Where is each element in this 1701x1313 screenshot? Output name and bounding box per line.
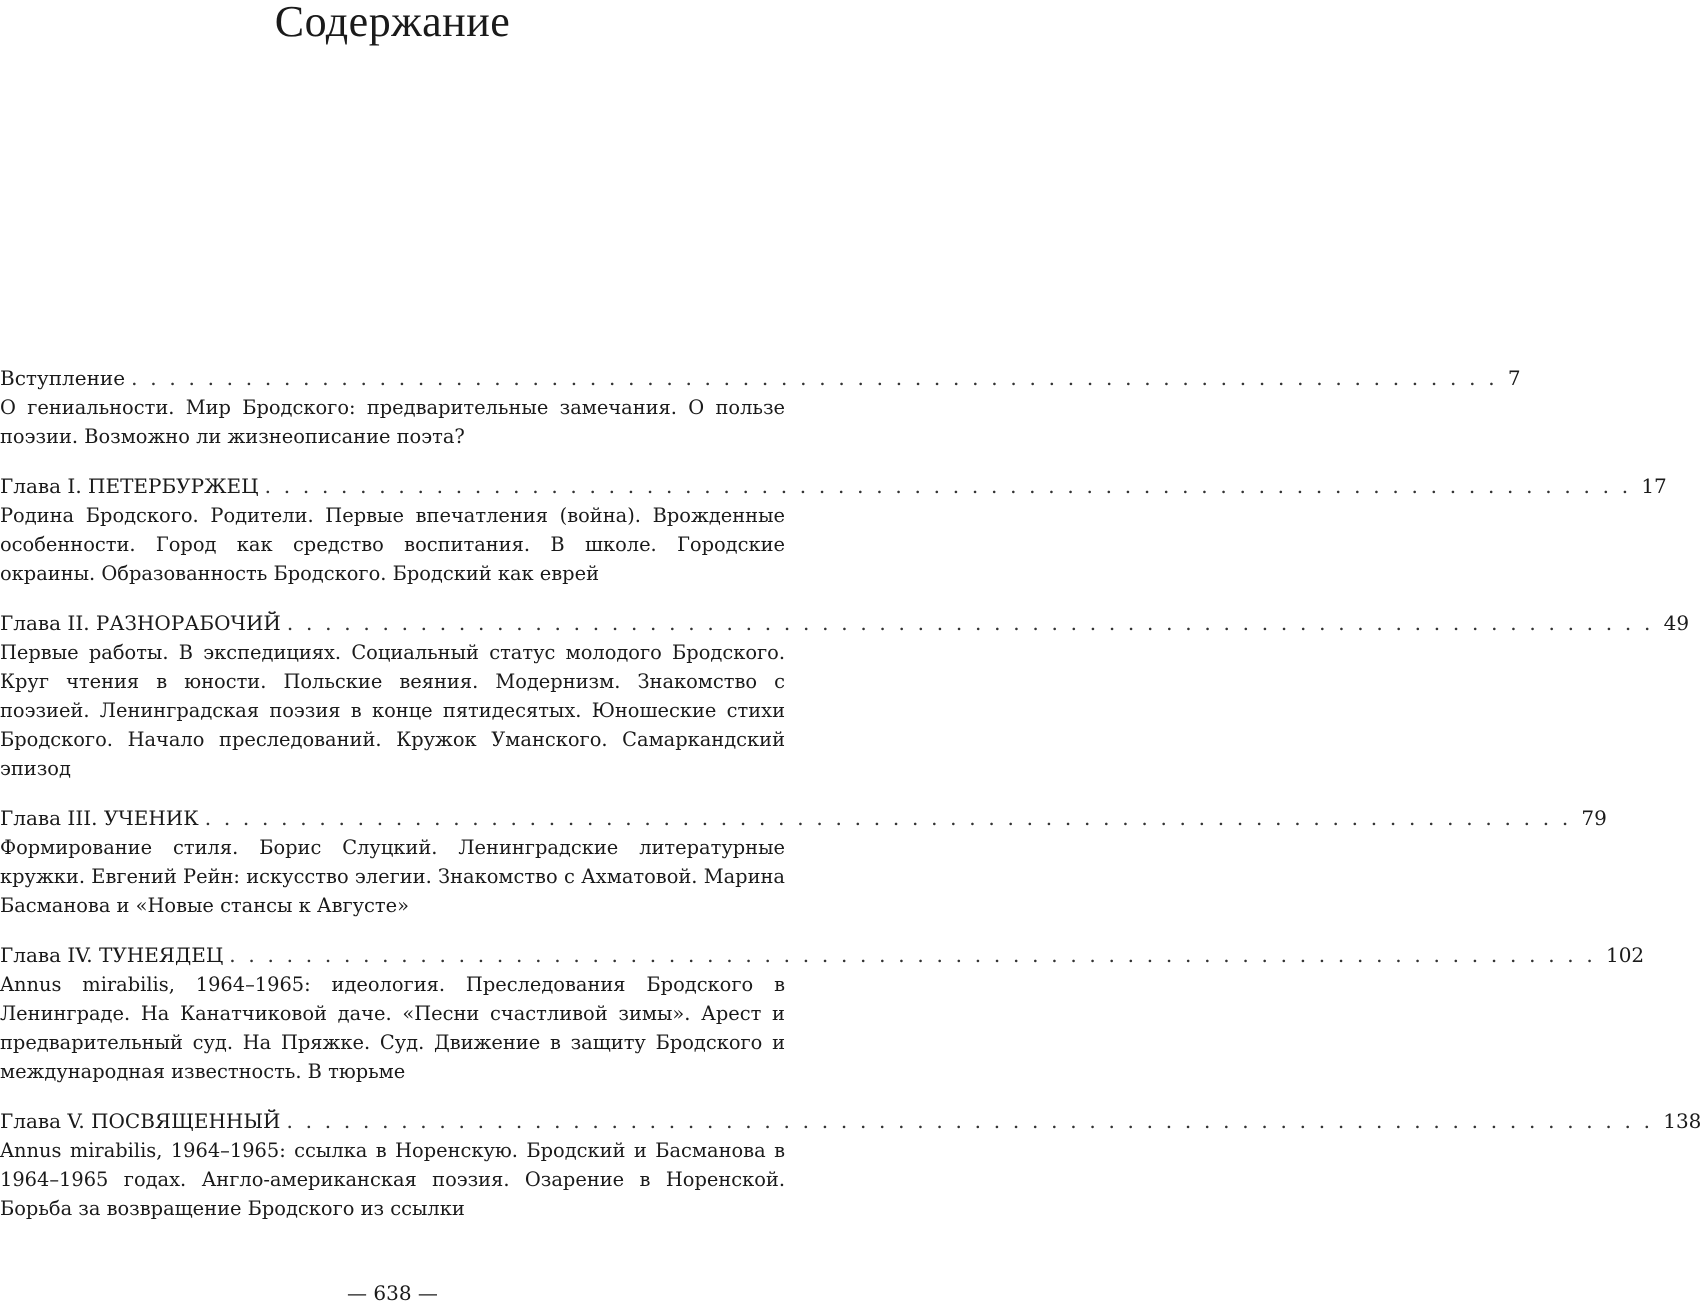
toc-entry-page-number: 138 [1663,1109,1701,1133]
toc-entry-title: Глава II. РАЗНОРАБОЧИЙ [0,611,281,635]
dot-leader: . . . . . . . . . . . . . . . . . . . . . . . . . . . . . . . . . . . . . . . . . . . . . . . . . . . . . . . . . . . . . . . . . . . . . . . . [264,474,1632,498]
toc-entry-title: Глава I. ПЕТЕРБУРЖЕЦ [0,474,259,498]
page-number-footer: — 638 — [347,1281,438,1305]
dot-leader: . . . . . . . . . . . . . . . . . . . . . . . . . . . . . . . . . . . . . . . . . . . . . . . . . . . . . . . . . . . . . . . . . . . . . . . . [286,611,1654,635]
toc-entry [0,609,1690,783]
toc-entry [0,472,1667,588]
toc-entry-title: Глава III. УЧЕНИК [0,806,199,830]
toc-entry [0,1107,1701,1223]
toc-entry [0,364,1521,451]
toc-entry-heading [0,609,1690,638]
toc-entry-page-number: 102 [1605,943,1645,967]
dot-leader: . . . . . . . . . . . . . . . . . . . . . . . . . . . . . . . . . . . . . . . . . . . . . . . . . . . . . . . . . . . . . . . . . . . . . . . . [286,1109,1654,1133]
toc-entry-page-number: 7 [1507,366,1521,390]
toc-entry-heading [0,364,1521,393]
toc-entry-heading [0,1107,1701,1136]
dot-leader: . . . . . . . . . . . . . . . . . . . . . . . . . . . . . . . . . . . . . . . . . . . . . . . . . . . . . . . . . . . . . . . . . . . . . . . . [229,943,1596,967]
toc-entry-page-number: 49 [1663,611,1690,635]
toc-entry-description: Формирование стиля. Борис Слуцкий. Ленинградские литературные кружки. Евгений Рейн: искусство элегии. Знакомство с Ахматовой. Марина Басманова и «Новые стансы к Августе» [0,836,785,917]
toc-entry [0,941,1645,1086]
dot-leader: . . . . . . . . . . . . . . . . . . . . . . . . . . . . . . . . . . . . . . . . . . . . . . . . . . . . . . . . . . . . . . . . . . . . . . . . [131,366,1498,390]
toc-entry-description: Annus mirabilis, 1964–1965: идеология. Преследования Бродского в Ленинграде. На Канатчиковой даче. «Песни счастливой зимы». Арест и предварительный суд. На Пряжке. Суд. Движение в защиту Бродского и международная известность. В тюрьме [0,973,785,1083]
toc-entry-heading [0,941,1645,970]
toc-entry-description: Annus mirabilis, 1964–1965: ссылка в Норенскую. Бродский и Басманова в 1964–1965 годах. Англо-американская поэзия. Озарение в Норенской. Борьба за возвращение Бродского из ссылки [0,1139,785,1220]
toc-entry-heading [0,472,1667,501]
toc-entry-description: Первые работы. В экспедициях. Социальный статус молодого Бродского. Круг чтения в юности. Польские веяния. Модернизм. Знакомство с поэзией. Ленинградская поэзия в конце пятидесятых. Юношеские стихи Бродского. Начало преследований. Кружок Уманского. Самаркандский эпизод [0,641,785,780]
toc-entry-title: Глава IV. ТУНЕЯДЕЦ [0,943,224,967]
toc-entry [0,804,1607,920]
toc-entry-page-number: 79 [1581,806,1607,830]
toc-entry-title: Вступление [0,366,126,390]
dot-leader: . . . . . . . . . . . . . . . . . . . . . . . . . . . . . . . . . . . . . . . . . . . . . . . . . . . . . . . . . . . . . . . . . . . . . . . . [204,806,1572,830]
toc-entry-description: О гениальности. Мир Бродского: предварительные замечания. О пользе поэзии. Возможно ли жизнеописание поэта? [0,396,785,448]
table-of-contents [0,364,1701,1244]
toc-entry-page-number: 17 [1641,474,1667,498]
toc-entry-title: Глава V. ПОСВЯЩЕННЫЙ [0,1109,281,1133]
toc-entry-description: Родина Бродского. Родители. Первые впечатления (война). Врожденные особенности. Город как средство воспитания. В школе. Городские окраины. Образованность Бродского. Бродский как еврей [0,504,785,585]
page-title: Содержание [274,0,511,46]
toc-entry-heading [0,804,1607,833]
